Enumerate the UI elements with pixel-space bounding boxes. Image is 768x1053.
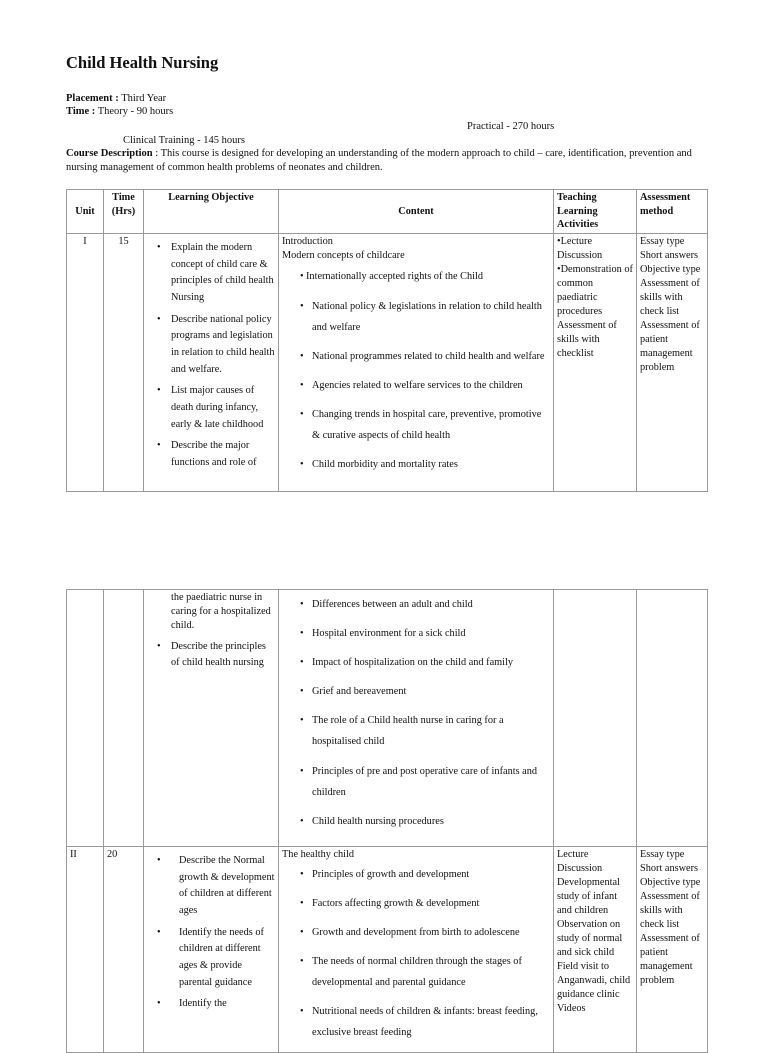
- content-item: • Nutritional needs of children & infants: breast feeding, exclusive breast feeding: [282, 1001, 550, 1043]
- unit-cell: II: [67, 847, 104, 1053]
- objective-cell: [144, 590, 279, 847]
- syllabus-table: [66, 189, 708, 492]
- content-item: • National programmes related to child health and welfare: [282, 346, 550, 367]
- placement-value: Third Year: [121, 93, 167, 104]
- header-learning-objective: Learning Objective: [144, 190, 279, 234]
- assessment-item: Assessment of skills with check list: [640, 278, 700, 318]
- content-heading: Introduction: [282, 236, 333, 248]
- teaching-item: Discussion: [557, 863, 603, 874]
- placement-line: [66, 92, 166, 106]
- table-row: [67, 590, 708, 847]
- teaching-cell: [554, 847, 637, 1053]
- teaching-item: Observation on study of normal and sick child: [557, 919, 623, 958]
- course-description-label: Course Description: [66, 148, 153, 159]
- assessment-cell: [637, 234, 708, 492]
- teaching-item: •Lecture Discussion: [557, 236, 603, 262]
- teaching-cell: [554, 234, 637, 492]
- content-subheading: Modern concepts of childcare: [282, 249, 405, 261]
- objective-item: • List major causes of death during infancy, early & late childhood: [147, 383, 275, 433]
- assessment-item: Assessment of skills with check list: [640, 891, 700, 930]
- objective-cell: [144, 234, 279, 492]
- content-item: • The role of a Child health nurse in caring for a hospitalised child: [282, 710, 550, 752]
- assessment-item: Short answers: [640, 863, 699, 874]
- content-item: • Differences between an adult and child: [282, 594, 550, 615]
- assessment-item: Essay type: [640, 849, 685, 860]
- assessment-item: Assessment of patient management problem: [640, 933, 700, 986]
- assessment-item: Objective type: [640, 264, 701, 276]
- objective-item: • Identify the needs of children at different ages & provide parental guidance: [147, 925, 275, 992]
- assessment-item: Objective type: [640, 877, 701, 888]
- time-value: Theory - 90 hours: [97, 106, 174, 117]
- hours-cell: [104, 590, 144, 847]
- document-title: Child Health Nursing: [66, 53, 219, 72]
- content-cell: [279, 847, 554, 1053]
- objective-item: • Explain the modern concept of child care & principles of child health Nursing: [147, 240, 275, 307]
- teaching-item: •Demonstration of common paediatric procedures: [557, 264, 633, 318]
- header-teaching-activities: Teaching Learning Activities: [554, 190, 637, 234]
- practical-hours: Practical - 270 hours: [467, 121, 555, 132]
- placement-label: Placement :: [66, 93, 119, 104]
- assessment-item: Assessment of patient management problem: [640, 320, 700, 374]
- content-item: • Internationally accepted rights of the Child: [282, 266, 550, 287]
- table-header-row: [67, 190, 708, 234]
- content-item: • Growth and development from birth to adolescene: [282, 922, 550, 943]
- teaching-item: Developmental study of infant and children: [557, 877, 620, 916]
- content-item: • Principles of pre and post operative care of infants and children: [282, 761, 550, 803]
- teaching-item: Lecture: [557, 849, 589, 860]
- clinical-hours: Clinical Training - 145 hours: [123, 135, 245, 146]
- course-description: [66, 147, 706, 176]
- table-row: [67, 234, 708, 492]
- header-time: Time (Hrs): [104, 190, 144, 234]
- time-label: Time :: [66, 106, 96, 117]
- objective-item: • Describe national policy programs and legislation in relation to child health and welfare.: [147, 312, 275, 379]
- hours-cell: 20: [104, 847, 144, 1053]
- assessment-item: Essay type: [640, 236, 685, 248]
- content-item: • Hospital environment for a sick child: [282, 623, 550, 644]
- unit-cell: [67, 590, 104, 847]
- objective-item: • Describe the major functions and role of: [147, 438, 275, 471]
- teaching-item: Field visit to Anganwadi, child guidance clinic: [557, 961, 631, 1000]
- header-assessment-method: Assessment method: [637, 190, 708, 234]
- assessment-item: Short answers: [640, 250, 699, 262]
- content-item: • Impact of hospitalization on the child and family: [282, 652, 550, 673]
- assessment-cell: [637, 847, 708, 1053]
- teaching-item: Videos: [557, 1003, 586, 1014]
- content-item: • Child morbidity and mortality rates: [282, 454, 550, 475]
- content-item: • Changing trends in hospital care, preventive, promotive & curative aspects of child health: [282, 404, 550, 446]
- unit-cell: I: [67, 234, 104, 492]
- course-description-text: : This course is designed for developing an understanding of the modern approach to child – care, identification, prevention and nursing management of common health problems of neonates and children.: [66, 148, 692, 174]
- content-item: • Factors affecting growth & development: [282, 893, 550, 914]
- content-item: • The needs of normal children through the stages of developmental and parental guidance: [282, 951, 550, 993]
- teaching-item: Assessment of skills with checklist: [557, 320, 617, 360]
- hours-cell: 15: [104, 234, 144, 492]
- objective-item: • Identify the: [147, 996, 275, 1013]
- objective-cell: [144, 847, 279, 1053]
- content-heading: The healthy child: [282, 849, 355, 860]
- content-item: • Principles of growth and development: [282, 864, 550, 885]
- content-item: • Agencies related to welfare services to the children: [282, 375, 550, 396]
- header-content: Content: [279, 190, 554, 234]
- objective-item: • Describe the principles of child health nursing: [147, 639, 275, 672]
- table-row: [67, 847, 708, 1053]
- content-cell: [279, 234, 554, 492]
- content-item: • National policy & legislations in relation to child health and welfare: [282, 296, 550, 338]
- content-item: • Grief and bereavement: [282, 681, 550, 702]
- header-unit: Unit: [67, 190, 104, 234]
- content-cell: [279, 590, 554, 847]
- content-item: • Child health nursing procedures: [282, 811, 550, 832]
- teaching-cell: [554, 590, 637, 847]
- syllabus-table-continued: [66, 589, 708, 1053]
- objective-item: • Describe the Normal growth & development of children at different ages: [147, 853, 275, 920]
- objective-continued-text: the paediatric nurse in caring for a hospitalized child.: [171, 592, 271, 631]
- time-line: [66, 105, 173, 119]
- assessment-cell: [637, 590, 708, 847]
